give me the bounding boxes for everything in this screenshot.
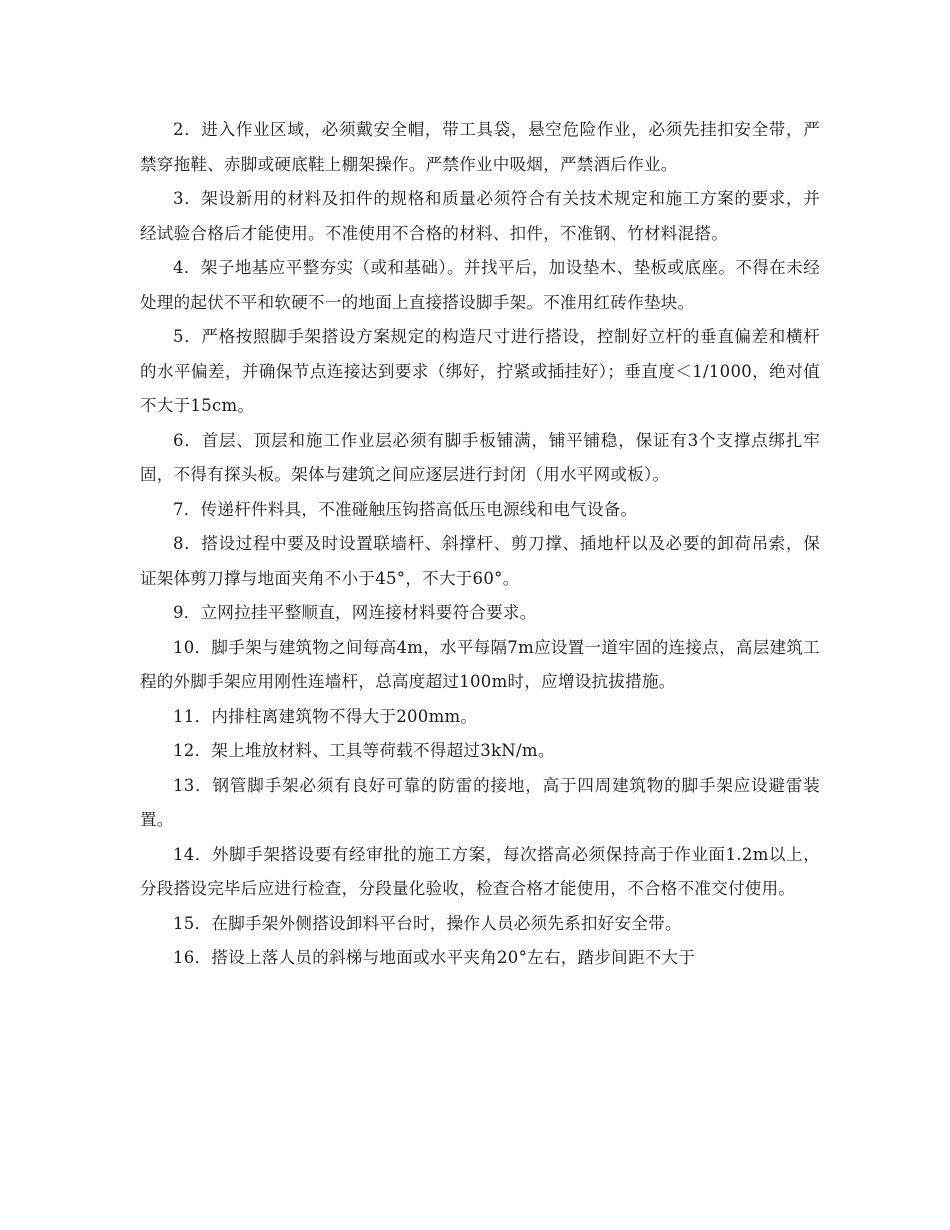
paragraph-item-10: 10．脚手架与建筑物之间每高4m，水平每隔7m应设置一道牢固的连接点，高层建筑工程的外脚手架应用刚性连墙杆，总高度超过100m时，应增设抗拔措施。	[140, 637, 820, 691]
paragraph-item-5: 5．严格按照脚手架搭设方案规定的构造尺寸进行搭设，控制好立杆的垂直偏差和横杆的水平偏差，并确保节点连接达到要求（绑好，拧紧或插挂好）；垂直度＜1/1000，绝对值不大于15cm。	[140, 327, 820, 415]
paragraph-item-6: 6．首层、顶层和施工作业层必须有脚手板铺满，铺平铺稳，保证有3个支撑点绑扎牢固，不得有探头板。架体与建筑之间应逐层进行封闭（用水平网或板）。	[140, 430, 820, 484]
paragraph-item-16: 16．搭设上落人员的斜梯与地面或水平夹角20°左右，踏步间距不大于	[173, 948, 696, 967]
paragraph-item-12: 12．架上堆放材料、工具等荷载不得超过3kN/m。	[173, 741, 555, 760]
paragraph-item-14: 14．外脚手架搭设要有经审批的施工方案，每次搭高必须保持高于作业面1.2m以上，分段搭设完毕后应进行检查，分段量化验收，检查合格才能使用，不合格不准交付使用。	[140, 844, 820, 898]
paragraph-item-4: 4．架子地基应平整夯实（或和基础）。并找平后，加设垫木、垫板或底座。不得在未经处理的起伏不平和软硬不一的地面上直接搭设脚手架。不准用红砖作垫块。	[140, 258, 820, 312]
paragraph-item-2: 2．进入作业区域，必须戴安全帽，带工具袋，悬空危险作业，必须先挂扣安全带，严禁穿拖鞋、赤脚或硬底鞋上棚架操作。严禁作业中吸烟，严禁酒后作业。	[140, 120, 820, 174]
paragraph-item-13: 13．钢管脚手架必须有良好可靠的防雷的接地，高于四周建筑物的脚手架应设避雷装置。	[140, 775, 820, 829]
paragraph-item-11: 11．内排柱离建筑物不得大于200mm。	[173, 706, 478, 726]
paragraph-item-8: 8．搭设过程中要及时设置联墙杆、斜撑杆、剪刀撑、插地杆以及必要的卸荷吊索，保证架体剪刀撑与地面夹角不小于45°，不大于60°。	[140, 534, 820, 588]
paragraph-item-9: 9．立网拉挂平整顺直，网连接材料要符合要求。	[173, 603, 537, 622]
paragraph-item-3: 3．架设新用的材料及扣件的规格和质量必须符合有关技术规定和施工方案的要求，并经试验合格后才能使用。不准使用不合格的材料、扣件，不准钢、竹材料混搭。	[140, 189, 820, 243]
paragraph-item-15: 15．在脚手架外侧搭设卸料平台时，操作人员必须先系扣好安全带。	[173, 913, 682, 933]
document-body	[140, 113, 820, 976]
paragraph-item-7: 7．传递杆件料具，不准碰触压钩搭高低压电源线和电气设备。	[173, 499, 638, 519]
